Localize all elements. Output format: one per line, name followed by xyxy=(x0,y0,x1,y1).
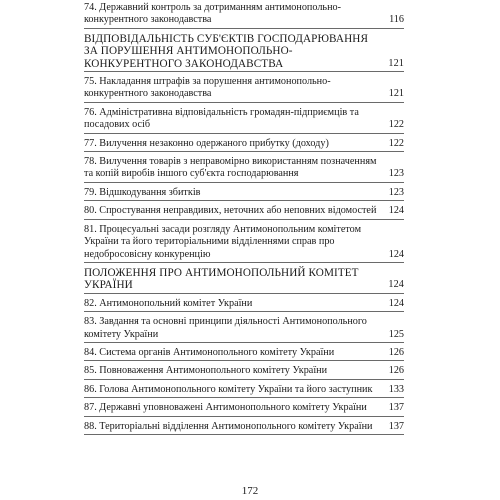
toc-section-text: ВІДПОВІДАЛЬНІСТЬ СУБ'ЄКТІВ ГОСПОДАРЮВАННЯ ЗА ПОРУШЕННЯ АНТИМОНОПОЛЬНО-КОНКУРЕНТНОГО ЗАКОНОДАВСТВА xyxy=(84,32,369,70)
toc-entry xyxy=(84,365,404,379)
toc-entry-page: 124 xyxy=(388,248,404,260)
toc-entry xyxy=(84,138,404,152)
toc-entry-page: 121 xyxy=(388,57,404,69)
toc-entry-text: 79. Відшкодування збитків xyxy=(84,186,201,198)
toc-entry-page: 122 xyxy=(388,119,404,131)
toc-entry-text: 81. Процесуальні засади розгляду Антимонопольним комітетом України та його територіальними відділеннями справ про недобросовісну конкуренцію xyxy=(84,223,362,260)
toc-section-heading xyxy=(84,267,404,294)
toc-entry-text: 82. Антимонопольний комітет України xyxy=(84,297,253,309)
toc-entry-text: 76. Адміністративна відповідальність громадян-підприємців та посадових осіб xyxy=(84,106,359,131)
toc-entry-text: 86. Голова Антимонопольного комітету України та його заступник xyxy=(84,383,373,395)
toc-section-heading xyxy=(84,33,404,72)
toc-entry xyxy=(84,107,404,134)
toc-entry xyxy=(84,298,404,312)
toc-entry xyxy=(84,156,404,183)
toc-entry-text: 84. Система органів Антимонопольного комітету України xyxy=(84,346,335,358)
toc-entry-page: 122 xyxy=(388,137,404,149)
toc-entry xyxy=(84,316,404,343)
toc-entry-page: 126 xyxy=(388,365,404,377)
toc-entry-page: 123 xyxy=(388,168,404,180)
toc-entry-text: 75. Накладання штрафів за порушення антимонопольно-конкурентного законодавства xyxy=(84,76,331,100)
toc-entry xyxy=(84,224,404,263)
toc-entry-page: 133 xyxy=(388,383,404,395)
toc-section-text: ПОЛОЖЕННЯ ПРО АНТИМОНОПОЛЬНИЙ КОМІТЕТ УКРАЇНИ xyxy=(84,266,359,292)
toc-entry-text: 88. Територіальні відділення Антимонопольного комітету України xyxy=(84,420,373,432)
toc-entry xyxy=(84,2,404,29)
toc-entry-page: 126 xyxy=(388,346,404,358)
toc-entry-page: 124 xyxy=(388,279,404,291)
toc-entry xyxy=(84,76,404,103)
toc-entry-text: 85. Повноваження Антимонопольного комітету України xyxy=(84,365,328,377)
toc-entry-page: 124 xyxy=(388,297,404,309)
table-of-contents xyxy=(84,0,404,439)
toc-entry-text: 77. Вилучення незаконно одержаного прибутку (доходу) xyxy=(84,137,329,149)
toc-entry-page: 137 xyxy=(388,420,404,432)
toc-entry-text: 78. Вилучення товарів з неправомірно використанням позначенням та копій виробів іншого суб'єкта господарювання xyxy=(84,156,377,180)
toc-entry xyxy=(84,421,404,435)
toc-entry-page: 137 xyxy=(388,402,404,414)
toc-entry-page: 124 xyxy=(388,205,404,217)
toc-entry-page: 116 xyxy=(389,14,404,26)
toc-entry xyxy=(84,402,404,416)
toc-entry-page: 123 xyxy=(388,186,404,198)
toc-entry-text: 83. Завдання та основні принципи діяльності Антимонопольного комітету України xyxy=(84,316,367,340)
toc-entry-text: 74. Державний контроль за дотриманням антимонопольно-конкурентного законодавства xyxy=(84,2,342,26)
toc-entry xyxy=(84,347,404,361)
toc-entry-text: 80. Спростування неправдивих, неточних або неповних відомостей xyxy=(84,205,377,217)
toc-entry-page: 125 xyxy=(388,328,404,340)
page-number: 172 xyxy=(241,485,259,497)
toc-entry xyxy=(84,205,404,219)
toc-entry xyxy=(84,187,404,201)
toc-entry-page: 121 xyxy=(388,88,404,100)
toc-entry-text: 87. Державні уповноважені Антимонопольного комітету України xyxy=(84,402,367,414)
toc-entry xyxy=(84,384,404,398)
